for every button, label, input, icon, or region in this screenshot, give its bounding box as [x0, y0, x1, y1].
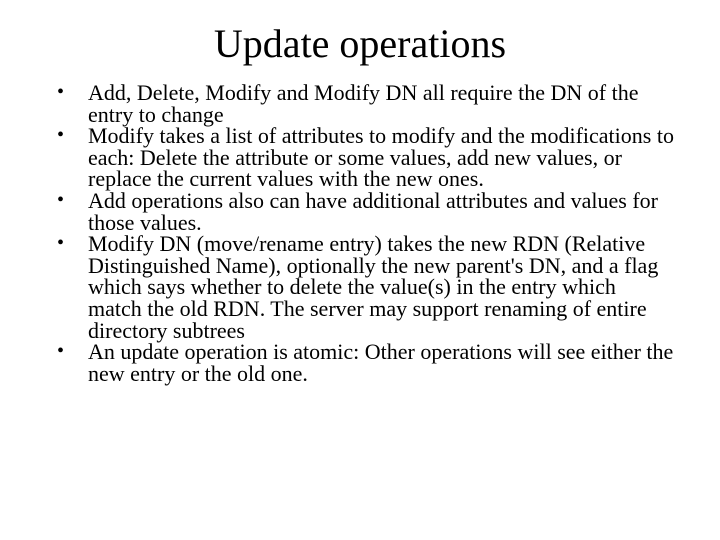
bullet-icon: • [57, 232, 65, 255]
bullet-item-1 [54, 82, 674, 125]
bullet-item-5 [54, 341, 674, 384]
bullet-icon: • [57, 340, 65, 363]
bullet-text: Add, Delete, Modify and Modify DN all require the DN of the entry to change [88, 80, 639, 127]
bullet-item-2 [54, 125, 674, 190]
bullet-item-3 [54, 187, 674, 235]
bullet-icon: • [57, 188, 65, 211]
bullet-text: Modify takes a list of attributes to modify and the modifications to each: Delete the attribute or some values, add new values, or replace the current values with the new ones. [88, 123, 674, 192]
bullet-item-4 [54, 233, 674, 341]
bullet-text: Add operations also can have additional attributes and values for those values. [88, 187, 658, 235]
bullet-text: An update operation is atomic: Other operations will see either the new entry or the old one. [88, 339, 674, 386]
bullet-icon: • [57, 81, 65, 103]
bullet-text: Modify DN (move/rename entry) takes the new RDN (Relative Distinguished Name), optionally the new parent's DN, and a flag which says whether to delete the value(s) in the entry which match the old RDN. The server may support renaming of entire directory subtrees [88, 231, 659, 343]
bullet-list [54, 82, 674, 384]
slide-title: Update operations [213, 21, 507, 66]
bullet-icon: • [57, 124, 65, 147]
